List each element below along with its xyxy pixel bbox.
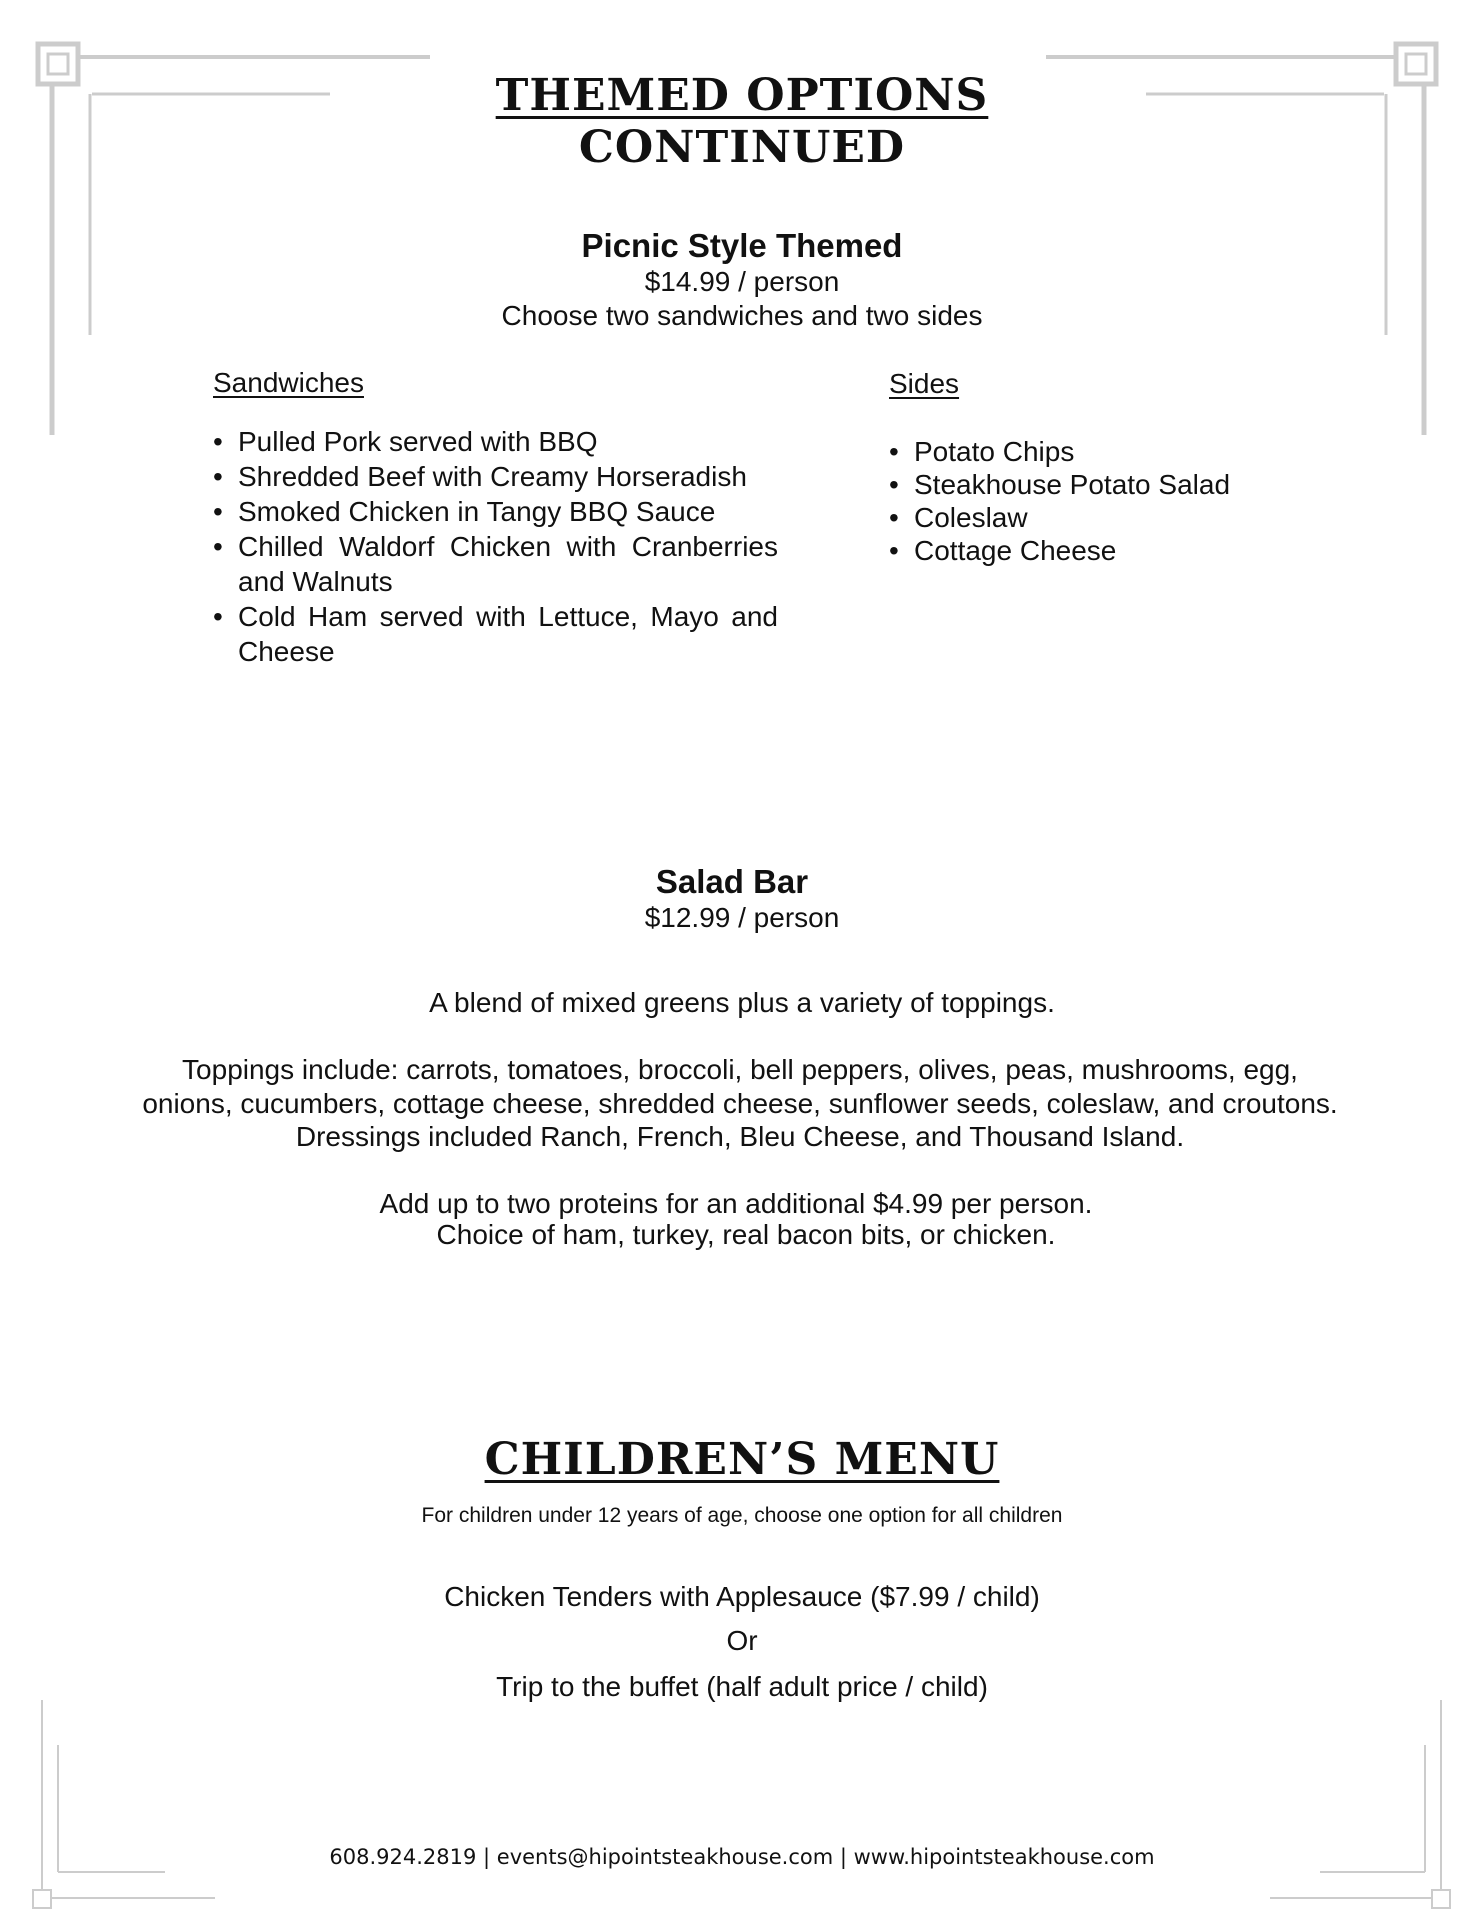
corner-ornament-bottom-left [33, 1890, 51, 1908]
salad-bar-toppings-line-1: Toppings include: carrots, tomatoes, broccoli, bell peppers, olives, peas, mushrooms, egg, [182, 1054, 1298, 1085]
list-item: • Steakhouse Potato Salad [889, 468, 1309, 501]
corner-ornament-bottom-right [1432, 1890, 1450, 1908]
salad-bar-protein-choices: Choice of ham, turkey, real bacon bits, or chicken. [436, 1219, 1056, 1250]
childrens-menu-title-text: CHILDREN’S MENU [484, 1434, 1000, 1485]
salad-bar-protein-addon: Add up to two proteins for an additional $4.99 per person. [379, 1188, 1093, 1219]
list-item: • Cottage Cheese [889, 534, 1309, 567]
picnic-instructions: Choose two sandwiches and two sides [501, 300, 983, 331]
page-title-line-2: CONTINUED [578, 122, 906, 173]
childrens-option-1: Chicken Tenders with Applesauce ($7.99 / child) [444, 1581, 1040, 1612]
salad-bar-dressings: Dressings included Ranch, French, Bleu Cheese, and Thousand Island. [295, 1121, 1185, 1152]
list-item: • Coleslaw [889, 501, 1309, 534]
list-item: • Chilled Waldorf Chicken with Cranberries and Walnuts [213, 529, 778, 599]
picnic-title: Picnic Style Themed [581, 227, 903, 264]
picnic-price: $14.99 / person [644, 266, 840, 297]
page-title [0, 70, 1484, 174]
list-item: • Cold Ham served with Lettuce, Mayo and Cheese [213, 599, 778, 669]
list-item: • Smoked Chicken in Tangy BBQ Sauce [213, 494, 778, 529]
childrens-option-2: Trip to the buffet (half adult price / child) [496, 1671, 988, 1702]
salad-bar-title: Salad Bar [655, 863, 809, 900]
sandwiches-heading: Sandwiches [213, 367, 364, 398]
salad-bar-toppings-line-2: onions, cucumbers, cottage cheese, shredded cheese, sunflower seeds, coleslaw, and croutons. [142, 1088, 1338, 1119]
sides-heading: Sides [889, 368, 960, 399]
list-item: • Potato Chips [889, 435, 1309, 468]
sides-list [889, 435, 1309, 567]
list-item: • Shredded Beef with Creamy Horseradish [213, 459, 778, 494]
salad-bar-price: $12.99 / person [644, 902, 840, 933]
childrens-menu-title [0, 1434, 1484, 1486]
childrens-option-separator: Or [726, 1625, 758, 1656]
footer-contact: 608.924.2819 | events@hipointsteakhouse.com | www.hipointsteakhouse.com [329, 1845, 1155, 1869]
childrens-menu-note: For children under 12 years of age, choose one option for all children [421, 1504, 1063, 1527]
salad-bar-description: A blend of mixed greens plus a variety of toppings. [429, 987, 1055, 1018]
list-item: • Pulled Pork served with BBQ [213, 424, 778, 459]
sandwiches-list [213, 424, 778, 669]
page-title-line-1: THEMED OPTIONS [495, 70, 989, 121]
